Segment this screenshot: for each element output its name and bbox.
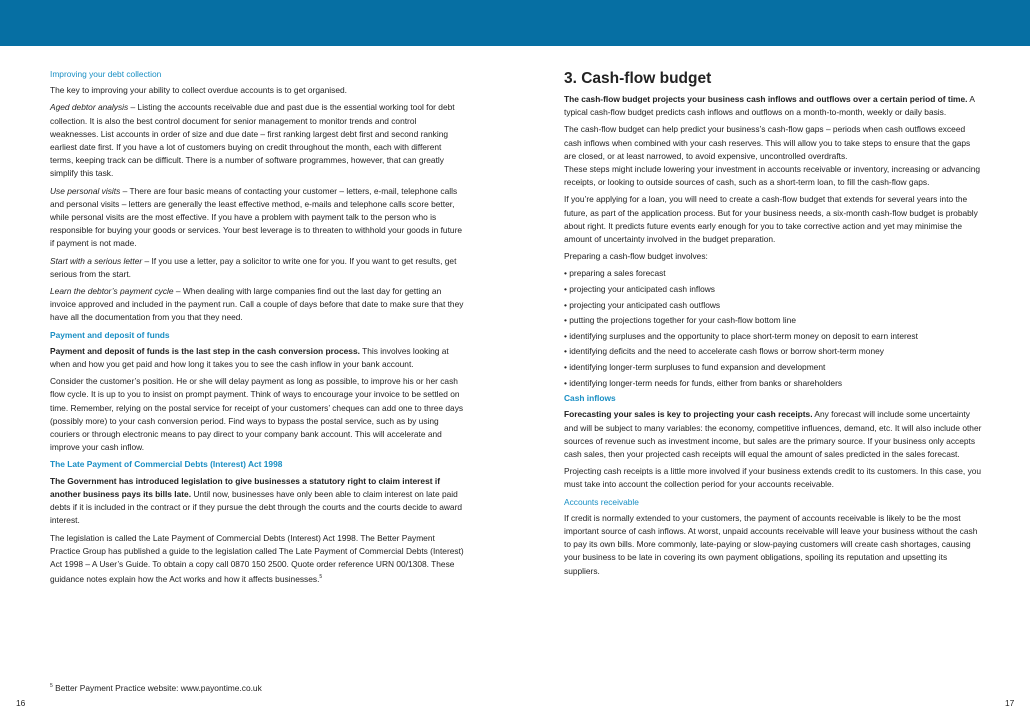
list-item: • projecting your anticipated cash outflows [564, 299, 721, 310]
footnote [50, 680, 262, 695]
list-item: • preparing a sales forecast [564, 268, 666, 279]
list-item: • projecting your anticipated cash inflows [564, 284, 715, 295]
personal-visits-paragraph: Use personal visits – There are four basic means of contacting your customer – letters, e-mail, telephone calls and personal visits – letters are generally the least effective method, e-mails and telephone calls score better, while personal visits are the most effective. If you have a problem with payment talk to the person who is responsible for buying your goods or services. Your best leverage is to threaten to withhold your goods in future if payment is not made. [50, 185, 463, 249]
forecast-paragraph: Forecasting your sales is key to projecting your cash receipts. Any forecast will include some uncertainty and will be subject to many variables: the economy, competitive influences, demand, etc. It will also include other sources of revenue such as investment income, but sales are the primary source. If your business only accepts cash sales, then your projected cash receipts will equal the amount of sales predicted in the sales forecast. [564, 409, 982, 459]
aged-debtor-paragraph: Aged debtor analysis – Listing the accounts receivable due and past due is the essential working tool for debt collection. It is also the best control document for senior management to monitor trends and control weaknesses. List accounts in order of size and due date – first ranking largest debt first and second ranking earliest date first. If you have a lot of customers buying on credit throughout the month, each with different terms, keeping track can be difficult. There is a number of software programmes, however, that can greatly simplify this task. [50, 102, 455, 179]
list-item: • identifying longer-term needs for funds, either from banks or shareholders [564, 377, 843, 388]
list-item: • identifying longer-term surpluses to fund expansion and development [564, 362, 826, 372]
loan-paragraph: If you’re applying for a loan, you will need to create a cash-flow budget that extends for several years into the future, as part of the application process. But for your business needs, a six-month cash-flow budget is probably about right. It predicts future events early enough for you to take corrective action and yet may minimise the amount of uncertainty involved in the budget preparation. [564, 194, 978, 245]
footnote-number: 5 [50, 683, 53, 689]
payment-cycle-paragraph: Learn the debtor’s payment cycle – When dealing with large companies find out the last day for getting an invoice approved and included in the payment run. Call a couple of days before that date to make sure that they have all the documentation from you that they need. [50, 286, 464, 323]
customer-position-paragraph: Consider the customer’s position. He or she will delay payment as long as possible, to improve his or her cash flow cycle. It is up to you to insist on prompt payment. Think of ways to encourage your invoice to be settled on time. Remember, relying on the postal service for receipt of your customers’ cheques can add one to three days (possibly more) to your cash conversion period. Find ways to bypass the postal service, such as by using couriers or through electronic means to pay direct to your company bank account. This will accelerate and improve your cash inflow. [50, 376, 464, 453]
budget-steps-list [564, 267, 982, 389]
cash-inflows-heading: Cash inflows [564, 393, 616, 404]
header-bar [0, 0, 1030, 46]
page-number-right: 17 [1005, 698, 1015, 708]
preparing-paragraph: Preparing a cash-flow budget involves: [564, 251, 708, 262]
legislation-paragraph: The legislation is called the Late Payment of Commercial Debts (Interest) Act 1998. The Better Payment Practice Group has published a guide to the legislation called The Late Payment of Commercial Debts (Interest) Act 1998 – A User’s Guide. To obtain a copy call 0870 150 2500. Quote order reference URN 00/1308. These guidance notes explain how the Act works and how it affects businesses.$^5$ [50, 532, 464, 584]
accounts-receivable-paragraph: If credit is normally extended to your customers, the payment of accounts receivable is likely to be the most important source of cash inflows. At worst, unpaid accounts receivable will leave your business without the cash to pay its own bills. More commonly, late-paying or slow-paying customers will create cash shortages, causing your business to be late in covering its own payment obligations, spoiling its reputation and upsetting its suppliers. [564, 512, 978, 576]
intro-paragraph: The key to improving your ability to collect overdue accounts is to get organised. [50, 85, 348, 96]
section-kicker: Improving your debt collection [50, 69, 162, 79]
cash-flow-gaps-paragraph: The cash-flow budget can help predict your business’s cash-flow gaps – periods when cash outflows exceed cash inflows when combined with your cash reserves. This will allow you to take steps to ensure that the gaps are closed, or at least narrowed, to avoid expensive, uncontrolled overdrafts. [564, 124, 971, 161]
projecting-paragraph: Projecting cash receipts is a little more involved if your business extends credit to its customers. In this case, you must take into account the collection period for your accounts receivable. [564, 466, 982, 490]
list-item: • identifying surpluses and the opportunity to place short-term money on deposit to earn interest [564, 330, 918, 341]
government-paragraph: The Government has introduced legislation to give businesses a statutory right to claim interest if another business pays its bills late. Until now, businesses have only been able to claim interest on late paid debts if it is included in the contract or if they pursue the debt through the courts and the courts decide to award interest. [50, 475, 463, 526]
list-item: • identifying deficits and the need to accelerate cash flows or borrow short-term money [564, 346, 884, 357]
list-item: • putting the projections together for your cash-flow bottom line [564, 315, 796, 326]
late-payment-heading: The Late Payment of Commercial Debts (Interest) Act 1998 [50, 459, 283, 470]
payment-deposit-heading: Payment and deposit of funds [50, 329, 170, 340]
payment-deposit-paragraph: Payment and deposit of funds is the last step in the cash conversion process. This involves looking at when and how you get paid and how long it takes you to see the cash inflow in your bank account. [50, 345, 449, 370]
accounts-receivable-heading: Accounts receivable [564, 496, 639, 507]
cash-flow-intro: The cash-flow budget projects your business cash inflows and outflows over a certain period of time. A typical cash-flow budget predicts cash inflows and outflows on a month-to-month, weekly or daily basis. [564, 94, 975, 118]
cash-flow-steps-paragraph: These steps might include lowering your investment in accounts receivable or inventory, increasing or advancing receipts, or looking to outside sources of cash, such as a short-term loan, to fill the cash-flow gaps. [564, 164, 981, 188]
page-number-left: 16 [16, 698, 26, 708]
left-column [50, 68, 465, 590]
serious-letter-paragraph: Start with a serious letter – If you use a letter, pay a solicitor to write one for you. If you want to get results, get serious from the start. [50, 255, 457, 279]
footnote-text: Better Payment Practice website: www.payontime.co.uk [55, 682, 262, 693]
page-title: 3. Cash-flow budget [564, 70, 712, 87]
right-column [564, 68, 982, 582]
footnote-ref: 5 [319, 574, 323, 581]
